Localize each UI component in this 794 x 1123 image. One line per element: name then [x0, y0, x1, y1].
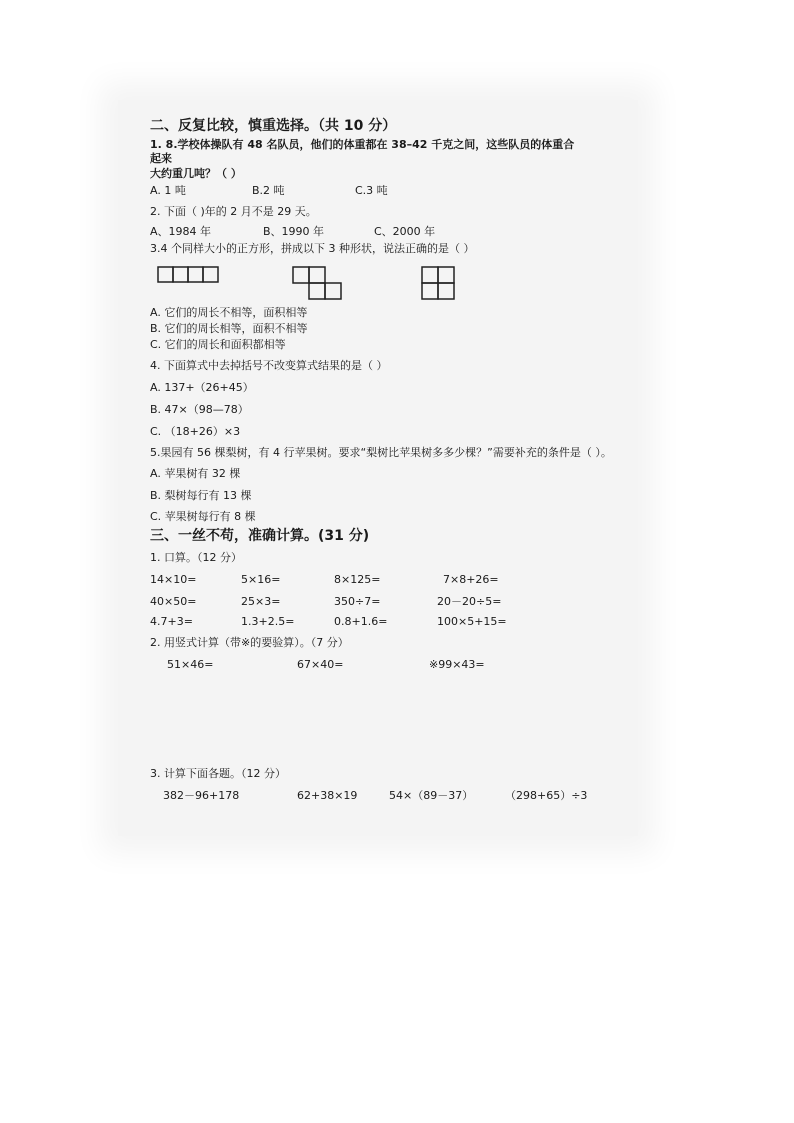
q3-option-a: A. 它们的周长不相等，面积相等	[150, 306, 308, 319]
mixed-calc-item: 382－96+178	[163, 789, 240, 802]
q3-stem: 3.4 个同样大小的正方形，拼成以下 3 种形状，说法正确的是（ ）	[150, 242, 475, 255]
oral-calc-item: 40×50=	[150, 595, 197, 608]
q1-stem-line2: 起来	[150, 152, 172, 165]
q1-option-b: B.2 吨	[252, 184, 285, 197]
oral-calc-item: 7×8+26=	[443, 573, 499, 586]
oral-calc-item: 1.3+2.5=	[241, 615, 295, 628]
oral-calc-item: 25×3=	[241, 595, 281, 608]
oral-calc-item: 5×16=	[241, 573, 281, 586]
q4-stem: 4. 下面算式中去掉括号不改变算式结果的是（ ）	[150, 359, 388, 372]
oral-calc-item: 0.8+1.6=	[334, 615, 388, 628]
q3-option-b: B. 它们的周长相等，面积不相等	[150, 322, 308, 335]
oral-calc-item: 100×5+15=	[437, 615, 507, 628]
q5-option-c: C. 苹果树每行有 8 棵	[150, 510, 256, 523]
oral-calc-item: 8×125=	[334, 573, 381, 586]
vertical-calc-item: ※99×43=	[429, 658, 485, 671]
shape-row-of-four	[157, 266, 219, 284]
vertical-calc-item: 51×46=	[167, 658, 214, 671]
q1-stem-line1: 1. 8.学校体操队有 48 名队员，他们的体重都在 38–42 千克之间，这些队员的体重合	[150, 138, 575, 151]
q2-stem: 2. 下面（ )年的 2 月不是 29 天。	[150, 205, 317, 218]
oral-calc-item: 350÷7=	[334, 595, 381, 608]
vertical-calc-item: 67×40=	[297, 658, 344, 671]
q5-option-a: A. 苹果树有 32 棵	[150, 467, 241, 480]
q1-option-c: C.3 吨	[355, 184, 388, 197]
section-2-title: 二、反复比较，慎重选择。（共 10 分）	[150, 118, 397, 134]
mixed-calc-item: 62+38×19	[297, 789, 358, 802]
q2-option-c: C、2000 年	[374, 225, 436, 238]
q2-option-b: B、1990 年	[263, 225, 325, 238]
q1-stem-line3: 大约重几吨？（ ）	[150, 167, 242, 180]
section-3-title: 三、一丝不苟，准确计算。(31 分)	[150, 528, 370, 544]
calc-q2-stem: 2. 用竖式计算（带※的要验算）。（7 分）	[150, 636, 349, 649]
mixed-calc-item: （298+65）÷3	[505, 789, 588, 802]
q1-option-a: A. 1 吨	[150, 184, 186, 197]
calc-q3-stem: 3. 计算下面各题。（12 分）	[150, 767, 286, 780]
q4-option-c: C. （18+26）×3	[150, 425, 241, 438]
q4-option-b: B. 47×（98—78）	[150, 403, 249, 416]
q5-stem: 5.果园有 56 棵梨树，有 4 行苹果树。要求“梨树比苹果树多多少棵？”需要补充的条件是（ ）。	[150, 446, 612, 459]
q4-option-a: A. 137+（26+45）	[150, 381, 254, 394]
shape-square-tetromino	[421, 266, 455, 300]
shape-z-tetromino	[292, 266, 342, 300]
oral-calc-item: 20－20÷5=	[437, 595, 502, 608]
q3-option-c: C. 它们的周长和面积都相等	[150, 338, 286, 351]
q2-option-a: A、1984 年	[150, 225, 212, 238]
q5-option-b: B. 梨树每行有 13 棵	[150, 489, 252, 502]
oral-calc-item: 4.7+3=	[150, 615, 193, 628]
mixed-calc-item: 54×（89－37）	[389, 789, 474, 802]
oral-calc-item: 14×10=	[150, 573, 197, 586]
calc-q1-stem: 1. 口算。（12 分）	[150, 551, 242, 564]
